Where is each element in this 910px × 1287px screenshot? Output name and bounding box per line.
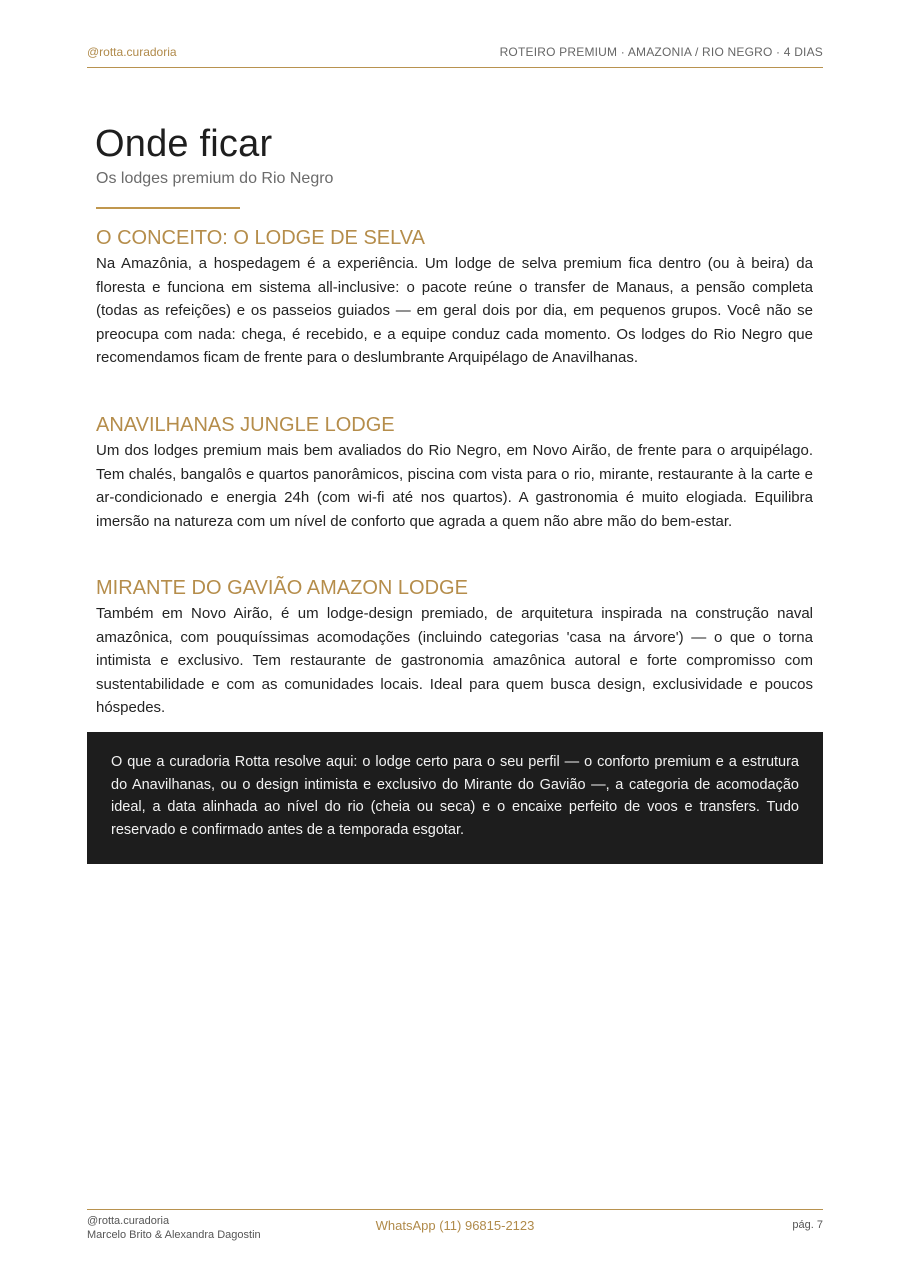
page-subtitle: Os lodges premium do Rio Negro bbox=[96, 170, 334, 187]
section-body: Um dos lodges premium mais bem avaliados do Rio Negro, em Novo Airão, de frente para o arquipélago. Tem chalés, bangalôs e quartos panorâmicos, piscina com vista para o rio, mirante, restaurante à la carte e ar-condicionado e energia 24h (com wi-fi até nos quartos). A gastronomia é muito elogiada. Equilibra imersão na natureza com um nível de conforto que agrada a quem não abre mão do bem-estar. bbox=[96, 442, 813, 530]
section-body: Também em Novo Airão, é um lodge-design premiado, de arquitetura inspirada na construção naval amazônica, com pouquíssimas acomodações (incluindo categorias 'casa na árvore') — o que o torna intimista e exclusivo. Tem restaurante de gastronomia amazônica autoral e forte compromisso com sustentabilidade e com as comunidades locais. Ideal para quem busca design, exclusividade e poucos hóspedes. bbox=[96, 605, 813, 716]
page-header bbox=[87, 45, 823, 68]
section-body: Na Amazônia, a hospedagem é a experiência. Um lodge de selva premium fica dentro (ou à beira) da floresta e funciona em sistema all-inclusive: o pacote reúne o transfer de Manaus, a pensão completa (todas as refeições) e os passeios guiados — em geral dois por dia, em pequenos grupos. Você não se preocupa com nada: chega, é recebido, e a equipe conduz cada momento. Os lodges do Rio Negro que recomendamos ficam de frente para o deslumbrante Arquipélago de Anavilhanas. bbox=[96, 255, 813, 366]
page-title: Onde ficar bbox=[95, 123, 273, 165]
callout-text: O que a curadoria Rotta resolve aqui: o lodge certo para o seu perfil — o conforto premium e a estrutura do Anavilhanas, ou o design intimista e exclusivo do Mirante do Gavião —, a categoria de acomodação ideal, a data alinhada ao nível do rio (cheia ou seca) e o encaixe perfeito de voos e transfers. Tudo reservado e confirmado antes de a temporada esgotar. bbox=[111, 754, 799, 838]
footer-whatsapp-contact: WhatsApp (11) 96815-2123 bbox=[375, 1218, 535, 1233]
footer-brand: @rotta.curadoria bbox=[87, 1215, 170, 1227]
section-heading: O CONCEITO: O LODGE DE SELVA bbox=[96, 227, 425, 249]
page-footer bbox=[87, 1209, 823, 1250]
section-mirante-lodge bbox=[96, 576, 813, 720]
curation-callout bbox=[87, 732, 823, 864]
page-number: pág. 7 bbox=[792, 1219, 823, 1231]
section-heading: MIRANTE DO GAVIÃO AMAZON LODGE bbox=[96, 577, 468, 599]
header-doc-label: ROTEIRO PREMIUM · AMAZONIA / RIO NEGRO · 4 DIAS bbox=[499, 45, 823, 59]
section-heading: ANAVILHANAS JUNGLE LODGE bbox=[96, 414, 395, 436]
section-lodge-concept bbox=[96, 226, 813, 370]
footer-authors: Marcelo Brito & Alexandra Dagostin bbox=[87, 1229, 261, 1241]
header-brand: @rotta.curadoria bbox=[87, 45, 177, 59]
section-anavilhanas-lodge bbox=[96, 413, 813, 533]
title-divider bbox=[96, 207, 240, 209]
